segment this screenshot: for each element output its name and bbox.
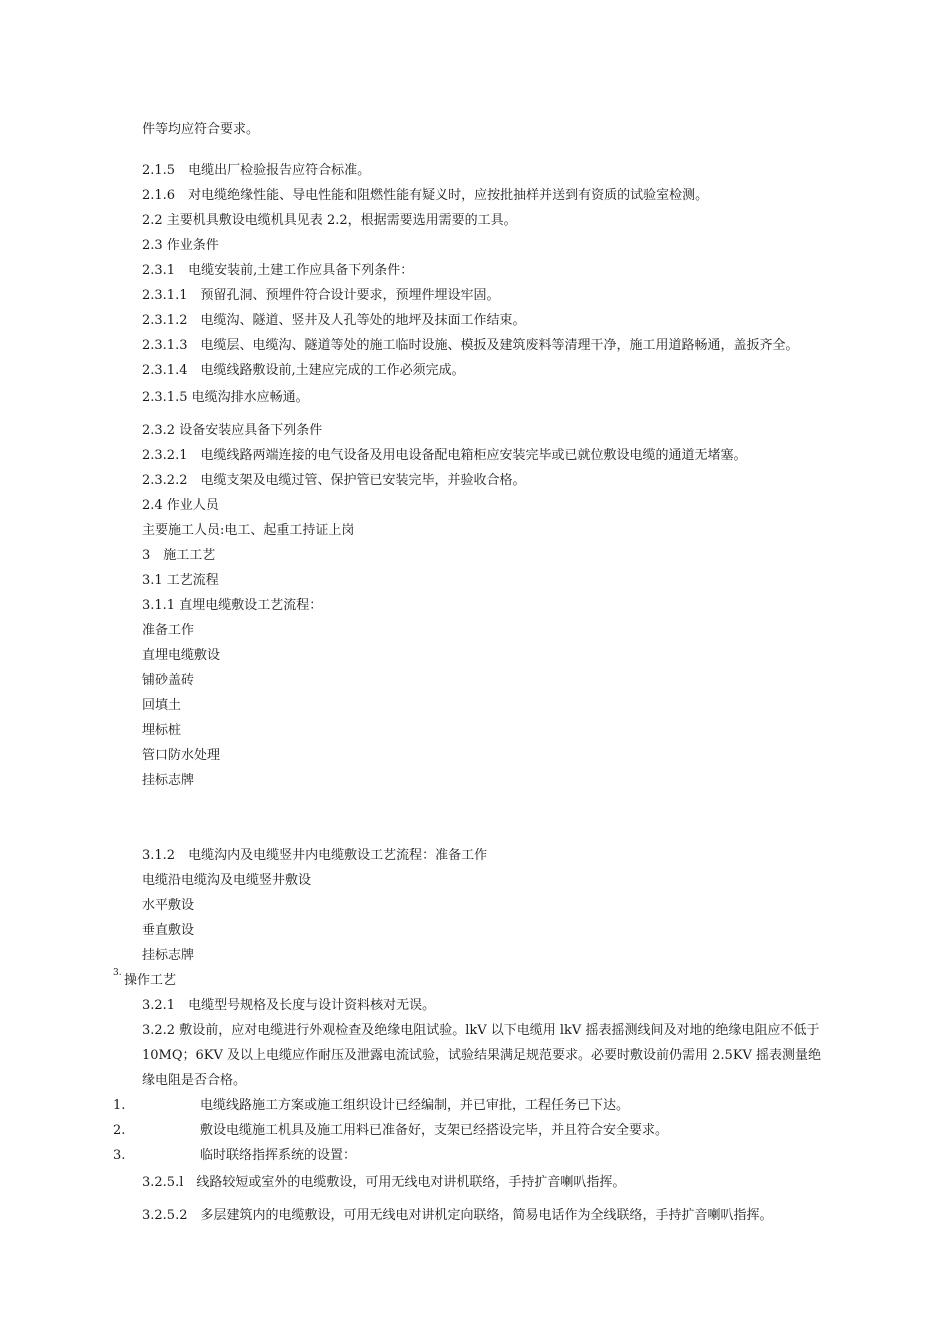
- text-line: 2.3.2.1 电缆线路两端连接的电气设备及用电设备配电箱柜应安装完毕或已就位敷设电缆的通道无堵塞。: [142, 448, 747, 463]
- text-line: 3.1 工艺流程: [142, 573, 219, 588]
- section-number: 3.: [113, 968, 122, 978]
- text-line: 垂直敷设: [142, 923, 195, 938]
- list-number: 1.: [113, 1098, 126, 1113]
- text-line: 回填土: [142, 698, 182, 713]
- text-line: 件等均应符合要求。: [142, 122, 260, 137]
- text-line: 3.2.1 电缆型号规格及长度与设计资料核对无误。: [142, 998, 436, 1013]
- text-line: 2.3 作业条件: [142, 238, 219, 253]
- list-number: 3.: [113, 1148, 126, 1163]
- text-line: 主要施工人员:电工、起重工持证上岗: [142, 523, 355, 538]
- text-line: 2.3.1 电缆安装前,土建工作应具备下列条件：: [142, 263, 414, 278]
- section-title: 操作工艺: [124, 973, 177, 988]
- text-line: 埋标桩: [142, 723, 182, 738]
- text-line: 2.3.1.5 电缆沟排水应畅通。: [142, 390, 309, 405]
- text-line: 3.2.2 敷设前，应对电缆进行外观检查及绝缘电阻试验。lkV 以下电缆用 lkV 摇表摇测线间及对地的绝缘电阻应不低于: [142, 1023, 820, 1038]
- text-line: 挂标志牌: [142, 948, 195, 963]
- text-line: 2.3.2 设备安装应具备下列条件: [142, 423, 323, 438]
- text-line: 水平敷设: [142, 898, 195, 913]
- text-line: 管口防水处理: [142, 748, 221, 763]
- text-line: 3.2.5.2 多层建筑内的电缆敷设，可用无线电对讲机定向联络，简易电话作为全线联络，手持扩音喇叭指挥。: [142, 1208, 773, 1223]
- list-item: 敷设电缆施工机具及施工用料已准备好，支架已经搭设完毕，并且符合安全要求。: [200, 1123, 669, 1138]
- text-line: 3.1.1 直埋电缆敷设工艺流程：: [142, 598, 323, 613]
- text-line: 3.1.2 电缆沟内及电缆竖井内电缆敷设工艺流程：准备工作: [142, 848, 488, 863]
- text-line: 3.2.5.l 线路较短或室外的电缆敷设，可用无线电对讲机联络，手持扩音喇叭指挥。: [142, 1175, 626, 1190]
- text-line: 直埋电缆敷设: [142, 648, 221, 663]
- text-line: 2.4 作业人员: [142, 498, 219, 513]
- text-line: 铺砂盖砖: [142, 673, 195, 688]
- text-line: 3 施工工艺: [142, 548, 216, 563]
- text-line: 挂标志牌: [142, 773, 195, 788]
- text-line: 2.1.5 电缆出厂检验报告应符合标准。: [142, 163, 371, 178]
- text-line: 准备工作: [142, 623, 195, 638]
- text-line: 2.3.2.2 电缆支架及电缆过管、保护管已安装完毕，并验收合格。: [142, 473, 526, 488]
- text-line: 电缆沿电缆沟及电缆竖井敷设: [142, 873, 312, 888]
- text-line: 2.3.1.2 电缆沟、隧道、竖井及人孔等处的地坪及抹面工作结束。: [142, 313, 526, 328]
- text-line: 2.3.1.3 电缆层、电缆沟、隧道等处的施工临时设施、模扳及建筑废料等清理干净，施工用道路畅通，盖扳齐全。: [142, 338, 799, 353]
- list-item: 临时联络指挥系统的设置：: [200, 1148, 357, 1163]
- list-item: 电缆线路施工方案或施工组织设计已经编制，并已审批，工程任务已下达。: [200, 1098, 630, 1113]
- text-line: 2.2 主要机具敷设电缆机具见表 2.2，根据需要选用需要的工具。: [142, 213, 517, 228]
- text-line: 2.1.6 对电缆绝缘性能、导电性能和阻燃性能有疑义时，应按批抽样并送到有资质的试验室检测。: [142, 188, 709, 203]
- text-line: 2.3.1.1 预留孔洞、预埋件符合设计要求，预埋件埋设牢固。: [142, 288, 500, 303]
- list-number: 2.: [113, 1123, 126, 1138]
- text-line: 2.3.1.4 电缆线路敷设前,土建应完成的工作必须完成。: [142, 363, 465, 378]
- text-line: 10MQ；6KV 及以上电缆应作耐压及泄露电流试验，试验结果满足规范要求。必要时敷设前仍需用 2.5KV 摇表测量绝: [142, 1048, 822, 1063]
- text-line: 缘电阻是否合格。: [142, 1073, 247, 1088]
